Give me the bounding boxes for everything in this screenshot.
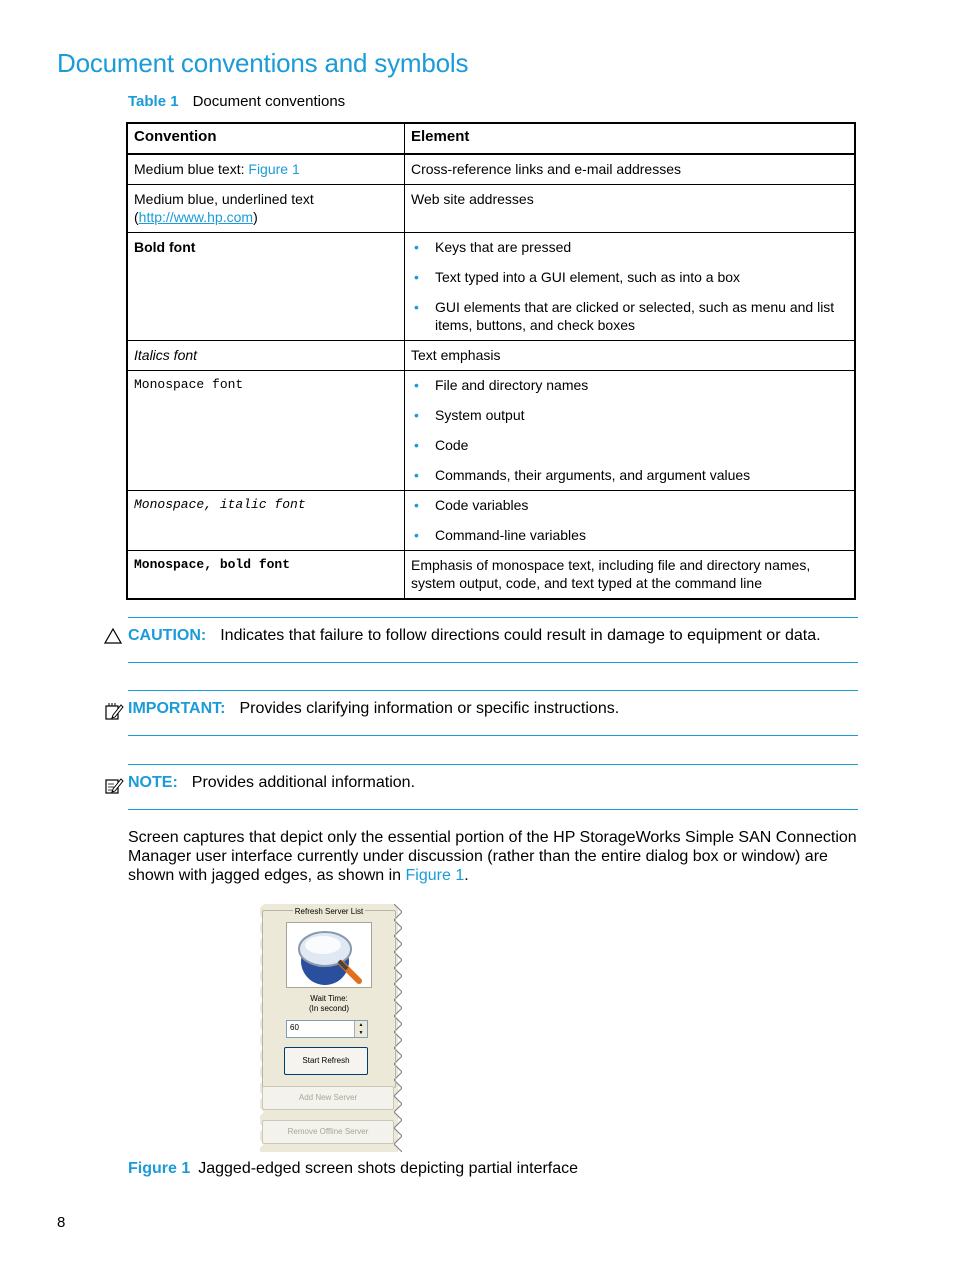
group-title: Refresh Server List (294, 907, 364, 916)
caution-label: CAUTION: (128, 627, 207, 644)
convention-cell: Italics font (127, 341, 405, 371)
table-row (127, 341, 855, 371)
body-paragraph (128, 828, 858, 885)
table-row (127, 371, 855, 491)
element-cell: Web site addresses (405, 185, 856, 233)
convention-cell (127, 154, 405, 185)
table-caption-text: Document conventions (192, 93, 346, 110)
wait-time-value: 60 (290, 1023, 299, 1032)
paren-open: ( (134, 209, 139, 225)
convention-cell: Monospace, italic font (127, 491, 405, 551)
spin-down-icon[interactable]: ▼ (358, 1030, 364, 1036)
note-icon (104, 776, 124, 801)
table-row (127, 491, 855, 551)
table-row (127, 154, 855, 185)
bullet-list (411, 376, 848, 484)
wait-unit-label: (In second) (308, 1004, 350, 1013)
convention-cell: Bold font (127, 233, 405, 341)
figure-link[interactable]: Figure 1 (248, 161, 300, 177)
list-item: • Command-line variables (411, 526, 848, 544)
bullet-list (411, 496, 848, 544)
list-item: • Code variables (411, 496, 848, 514)
figure-caption (128, 1160, 578, 1178)
bullet-list (411, 238, 848, 334)
important-text: Provides clarifying information or specific instructions. (239, 700, 620, 717)
page-number: 8 (57, 1214, 66, 1231)
spinner-arrows[interactable] (354, 1021, 367, 1037)
list-item: • Code (411, 436, 848, 454)
important-note-icon (104, 701, 124, 726)
element-cell: Cross-reference links and e-mail addresses (405, 154, 856, 185)
list-item: • File and directory names (411, 376, 848, 394)
element-cell (405, 491, 856, 551)
important-label: IMPORTANT: (128, 700, 226, 717)
note-notice (128, 764, 858, 810)
important-notice (128, 690, 858, 736)
element-cell: Emphasis of monospace text, including file and directory names, system output, code, and text typed at the command line (405, 551, 856, 600)
start-refresh-button[interactable]: Start Refresh (284, 1047, 368, 1075)
figure-caption-label: Figure 1 (128, 1160, 191, 1177)
add-new-server-button[interactable]: Add New Server (262, 1086, 394, 1110)
partial-interface-screenshot (260, 904, 398, 1152)
convention-cell (127, 185, 405, 233)
convention-cell: Monospace font (127, 371, 405, 491)
column-header-convention: Convention (127, 123, 405, 154)
element-cell: Text emphasis (405, 341, 856, 371)
table-caption-label: Table 1 (128, 93, 179, 110)
spin-up-icon[interactable]: ▲ (358, 1022, 364, 1028)
column-header-element: Element (405, 123, 856, 154)
wait-time-spinner[interactable] (286, 1020, 368, 1038)
table-row (127, 551, 855, 600)
page-title: Document conventions and symbols (57, 48, 469, 78)
caution-notice (128, 617, 858, 663)
globe-magnifier-icon (287, 923, 371, 987)
conventions-table (126, 122, 856, 600)
paragraph-end: . (464, 867, 469, 884)
list-item: • Commands, their arguments, and argument values (411, 466, 848, 484)
convention-cell: Monospace, bold font (127, 551, 405, 600)
figure-caption-text: Jagged-edged screen shots depicting partial interface (198, 1160, 579, 1177)
note-label: NOTE: (128, 774, 178, 791)
wait-time-label: Wait Time: (310, 994, 348, 1003)
refresh-graphic (286, 922, 372, 988)
paragraph-text: Screen captures that depict only the essential portion of the HP StorageWorks Simple SAN Connection Manager user interface currently under discussion (rather than the entire dialog box or window) are shown with jagged edges, as shown in (128, 829, 857, 884)
figure-link[interactable]: Figure 1 (405, 867, 465, 884)
list-item: • Keys that are pressed (411, 238, 848, 256)
element-cell (405, 233, 856, 341)
web-link[interactable]: http://www.hp.com (138, 209, 254, 225)
caution-text: Indicates that failure to follow directions could result in damage to equipment or data. (220, 627, 821, 644)
list-item: • System output (411, 406, 848, 424)
convention-text: Medium blue text: (134, 161, 249, 177)
table-row (127, 185, 855, 233)
note-text: Provides additional information. (191, 774, 416, 791)
list-item: • GUI elements that are clicked or selected, such as menu and list items, buttons, and check boxes (411, 298, 848, 334)
table-row (127, 233, 855, 341)
table-caption (128, 93, 345, 110)
convention-text: Medium blue, underlined text (134, 191, 314, 207)
element-cell (405, 371, 856, 491)
table-header-row (127, 123, 855, 154)
remove-offline-server-button[interactable]: Remove Offline Server (262, 1120, 394, 1144)
caution-triangle-icon (104, 628, 122, 649)
paren-close: ) (253, 209, 258, 225)
list-item: • Text typed into a GUI element, such as into a box (411, 268, 848, 286)
